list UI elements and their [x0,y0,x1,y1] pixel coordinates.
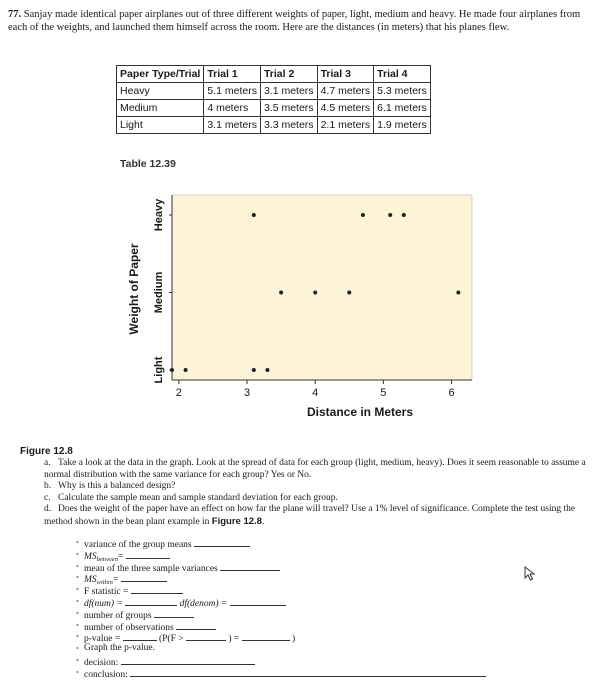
question-list [44,458,594,529]
table-cell: 4.7 meters [317,83,374,100]
mean-variances-blank[interactable] [220,561,280,571]
y-axis-title: Weight of Paper [127,243,141,335]
list-item [84,572,584,587]
dot-plot [100,185,480,425]
list-item [84,549,584,561]
conclusion-blank[interactable] [130,667,486,677]
plot-area [172,195,472,380]
question-label: b. [44,481,52,492]
question-text: Take a look at the data in the graph. Look at the spread of data for each group (light, medium, heavy). Does it seem reasonable to assume a normal distribution with the same variance for each group? Yes or No. [44,458,586,480]
ms-within-blank[interactable] [121,572,167,582]
ms-between-subscript: between [96,555,118,563]
list-item [84,596,584,608]
x-tick-label: 2 [175,387,182,399]
table-cell: 3.1 meters [260,83,317,100]
p-value-paren: (P(F > [158,634,184,645]
question-label: d. [44,504,52,515]
observations-label: number of observations [84,622,174,633]
list-item [84,631,584,643]
data-point-heavy [402,213,406,217]
ms-within-label: MS [84,575,97,586]
df-num-blank[interactable] [125,596,177,606]
p-value-end: ) [292,634,296,645]
conclusion-label: conclusion: [84,669,128,680]
table-header: Trial 3 [317,66,374,83]
list-item [84,584,584,596]
table-header: Trial 4 [374,66,431,83]
mean-variances-label: mean of the three sample variances [84,563,218,574]
decision-label: decision: [84,657,119,668]
p-value-result-blank[interactable] [242,631,290,641]
question-c [44,493,594,505]
variance-label: variance of the group means [84,540,192,550]
data-point-light [252,368,256,372]
p-value-label: p-value = [84,634,121,645]
question-b [44,481,594,493]
df-denom-label: df(denom) = [179,598,228,609]
distance-table [116,65,431,134]
x-axis-title: Distance in Meters [306,405,414,419]
df-num-label: df(num) = [84,598,123,609]
groups-label: number of groups [84,610,152,621]
data-point-medium [313,291,317,295]
problem-text: Sanjay made identical paper airplanes out of three different weights of paper, light, medium and heavy. He made four airplanes from each of the weights, and launched them himself across the room. Here are the distances (in meters) that his planes flew. [8,9,581,33]
decision-blank[interactable] [121,655,255,665]
problem-number: 77. [8,9,22,20]
graph-instruction: Graph the p-value. [84,643,155,654]
figure-label: Figure 12.8 [20,446,73,457]
f-statistic-label: F statistic = [84,587,129,598]
x-tick-label: 5 [380,387,387,399]
table-header: Trial 2 [260,66,317,83]
data-point-medium [279,291,283,295]
table-row [117,83,431,100]
data-point-heavy [388,213,392,217]
list-item [84,655,584,667]
list-item [84,561,584,573]
table-cell: 4 meters [204,100,261,117]
question-label: a. [44,458,51,468]
table-cell: 6.1 meters [374,100,431,117]
problem-statement [8,8,598,34]
ms-between-equals: = [117,551,124,562]
table-header: Trial 1 [204,66,261,83]
y-category-label-medium: Medium [153,271,165,314]
table-cell: 3.5 meters [260,100,317,117]
data-point-medium [347,291,351,295]
mouse-cursor-icon [524,566,538,582]
question-a [44,458,594,481]
variance-blank[interactable] [194,537,250,547]
table-cell: Heavy [117,83,204,100]
table-cell: 3.3 meters [260,117,317,134]
table-cell: Medium [117,100,204,117]
data-point-light [184,368,188,372]
table-row [117,117,431,134]
data-point-light [265,368,269,372]
data-point-heavy [361,213,365,217]
question-end: . [261,516,265,527]
p-value-blank[interactable] [123,631,157,641]
table-header-row [117,66,431,83]
table-cell: 5.3 meters [374,83,431,100]
data-point-medium [456,291,460,295]
x-tick-label: 4 [312,387,319,399]
table-cell: 2.1 meters [317,117,374,134]
groups-blank[interactable] [154,608,194,618]
question-text: Calculate the sample mean and sample standard deviation for each group. [58,492,338,503]
table-cell: 1.9 meters [374,117,431,134]
p-value-close: ) = [228,634,240,645]
list-item [84,643,584,655]
test-checklist [84,537,584,679]
figure-reference: Figure 12.8 [211,515,262,527]
table-row [117,100,431,117]
observations-blank[interactable] [176,620,216,630]
ms-between-blank[interactable] [126,549,170,559]
data-point-light [170,368,174,372]
question-d [44,504,594,528]
table-cell: Light [117,117,204,134]
f-statistic-blank[interactable] [131,584,183,594]
table-cell: 4.5 meters [317,100,374,117]
y-category-label-heavy: Heavy [153,198,165,232]
data-point-heavy [252,213,256,217]
list-item [84,667,584,679]
y-category-label-light: Light [153,356,165,384]
table-caption: Table 12.39 [120,158,176,170]
x-tick-label: 6 [448,387,455,399]
table-cell: 3.1 meters [204,117,261,134]
table-header: Paper Type/Trial [117,66,204,83]
df-denom-blank[interactable] [230,596,286,606]
ms-within-subscript: within [96,579,113,587]
question-text: Does the weight of the paper have an effect on how far the plane will travel? Use a 1% level of significance. Complete the test using the method shown in the bean plant example in [44,504,576,527]
p-value-f-blank[interactable] [186,631,226,641]
question-label: c. [44,492,51,503]
ms-between-label: MS [84,551,97,562]
list-item [84,620,584,632]
ms-within-equals: = [112,575,119,586]
question-text: Why is this a balanced design? [58,481,176,492]
x-tick-label: 3 [243,387,251,399]
list-item [84,608,584,620]
list-item [84,537,584,549]
table-cell: 5.1 meters [204,83,261,100]
